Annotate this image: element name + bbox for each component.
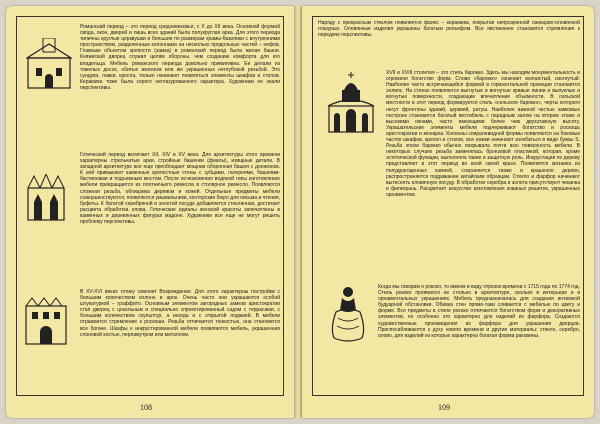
gothic-building-illustration bbox=[24, 174, 68, 222]
renaissance-text: В XV-XVI веках готику сменяет Возрождение. Для этого характерны постройки с большим количеством колонн и арок. Очень часто они украшаются особой штукатуркой – граффито. Основным элементом загородных замков аристократии стал дворец с цокольным и специально спроектированный садом с террасами, с большим количеством скульптур, а иногда и с открытой лоджией. В мебели отражается стремление к роскоши. Резьба отличается тонкостью, она становится все богаче. Шкафы к инкрустированной мебели появляются мебель, украшенная слоновой костью, перламутром или металлом. bbox=[80, 289, 280, 338]
page-number-right: 109 bbox=[438, 403, 450, 412]
renaissance-house-illustration bbox=[24, 296, 68, 346]
rococo-text: Когда мы говорим о рококо, то имеем в виду отрезок времени с 1715 года по 1774 год. Стиль рококо проявился не столько в архитектуре, сколько в интерьере и в орнаментальных украшениях. Мебель предназначалась для создания интимной будуарной обстановки. Обивка стен прямо-таки сливается с мебелью по цвету и форме. Все предметы в стиле рококо отличаются богатством форм и декоративных элементов, но особенно это характерно для изделий из фарфора. Создаются художественные произведения из фарфора для украшения дворцов. Приспосабливаются к духу нового времени и другие материалы: стекло, серебро, олово, для изделий из которых характерна богатая форма раковины. bbox=[378, 284, 580, 339]
rococo-figure-illustration bbox=[328, 284, 368, 342]
faience-text: Наряду с прекрасным стеклом появляется фаянс – керамика, покрытая непрозрачной свинцово-оловянной глазурью. Оловянные изделия украшены богатым рельефом. Все явственнее становится стремление к передаче перспективы. bbox=[318, 20, 580, 39]
baroque-text: XVII и XVIII столетия – это стиль барокко. Здесь мы находим монументальность и огромное богатство форм. Слово «барокко» означает волнистый, изогнутый. Наиболее часто встречающейся формой в горизонтальной проекции становится эллипс. На стенах появляются выгнутые и вогнутые кривые линии и выпуклые и вогнутые поверхности, создающие впечатление объемности. В сельской местности в этот период формируется стиль «сельское барокко», черты которого несут фронтоны зданий, церквей, ратуш. Наиболее важной частью замковых построек становится богатый вестибюль с парадным залом на втором этаже и высокими окнами, часто имеющими более чем двухэтажную высоту. Украшательские элементы мебели подчеркивают богатство и роскошь аристократии и монарха. Колонны спиралевидной формы появляются на боковых частях шкафов, кресел и столов, все ножки начинают изгибаться в виде буквы S. Резьба эпохи барокко обычно покрывала почти всю поверхность мебели. В некоторых случаях резьба заменялась бронзовой пластикой, которая, кроме эстетической функции, выполняла также и защитную роль. Инкрустация по дереву представляет в этот период во всей своей красе. Появляется мозаика из полудрагоценных камней, сохраняется также и крашеное дерево, распространяется подражание китайским образцам. Стекло и фарфор начинают вытеснять оловянную посуду. В обработке серебра и золота присутствуют чеканка и филигрань. Расцветает искусство изготовления кованых решеток, украшенных орнаментом. bbox=[386, 70, 580, 198]
right-page bbox=[302, 6, 594, 418]
book-gutter bbox=[294, 6, 302, 418]
baroque-church-illustration bbox=[326, 72, 376, 134]
gothic-text: Готический период включает XII, XIV и XV века. Для архитектуры этого времени характерны стрельчатые арки, стройные башенки (фиалы), изящные детали. В западной архитектуре все еще преобладает мощная оборонная башня с донжоном. К ней примыкают каменные крепостные стены с зубцами, галереями, башнями-бастионами и подъемным мостом. После исчезновения водяной гипы изготовление мебели превращается из плотничьего ремесла в столярное ремесло. Появляются сложная резьба, облицовка деревом и кожей. Отдельные предметы мебели совершенствуются, появляются умывальники, конторские бюро для письма и чтения, буфеты. К богатой серебряной и золотой посуде добавляется стеклянная, достигает расцвета обработка олова. Готические идеалы женской красоты запечатлены в каменных и деревянных фигурах мадонн. Художники все еще не могут решить проблему перспективы. bbox=[80, 152, 280, 226]
romanesque-church-illustration bbox=[26, 38, 72, 90]
page-number-left: 108 bbox=[140, 403, 152, 412]
romanesque-text: Романский период – это период средневековья, с X до XII века. Основной формой свода, окон, дверей и лишь всех зданий была полукруглая арка. Для этого периода типичны круглые церквушки и большие по размерам храмы-базилики с внутренними пространством, разделенным колоннами на несколько продольных частей – нефов. Главным объектом крепости (замка) в романский период была жилая башня. Княжеский дворец служил целям обороны, чем созданию комфорта для его владельца. Мебель романского периода довольно примитивна. Ее делали из тяжелых досок, обитых железом или же украшенных неглубокой резьбой. Это сундуки, лавки, кресла, только начинают появляться элементы шкафов и столов. Керамика тоже была серого неглазурованного характера. Художники не знали перспективы. bbox=[80, 24, 280, 91]
left-page bbox=[6, 6, 294, 418]
